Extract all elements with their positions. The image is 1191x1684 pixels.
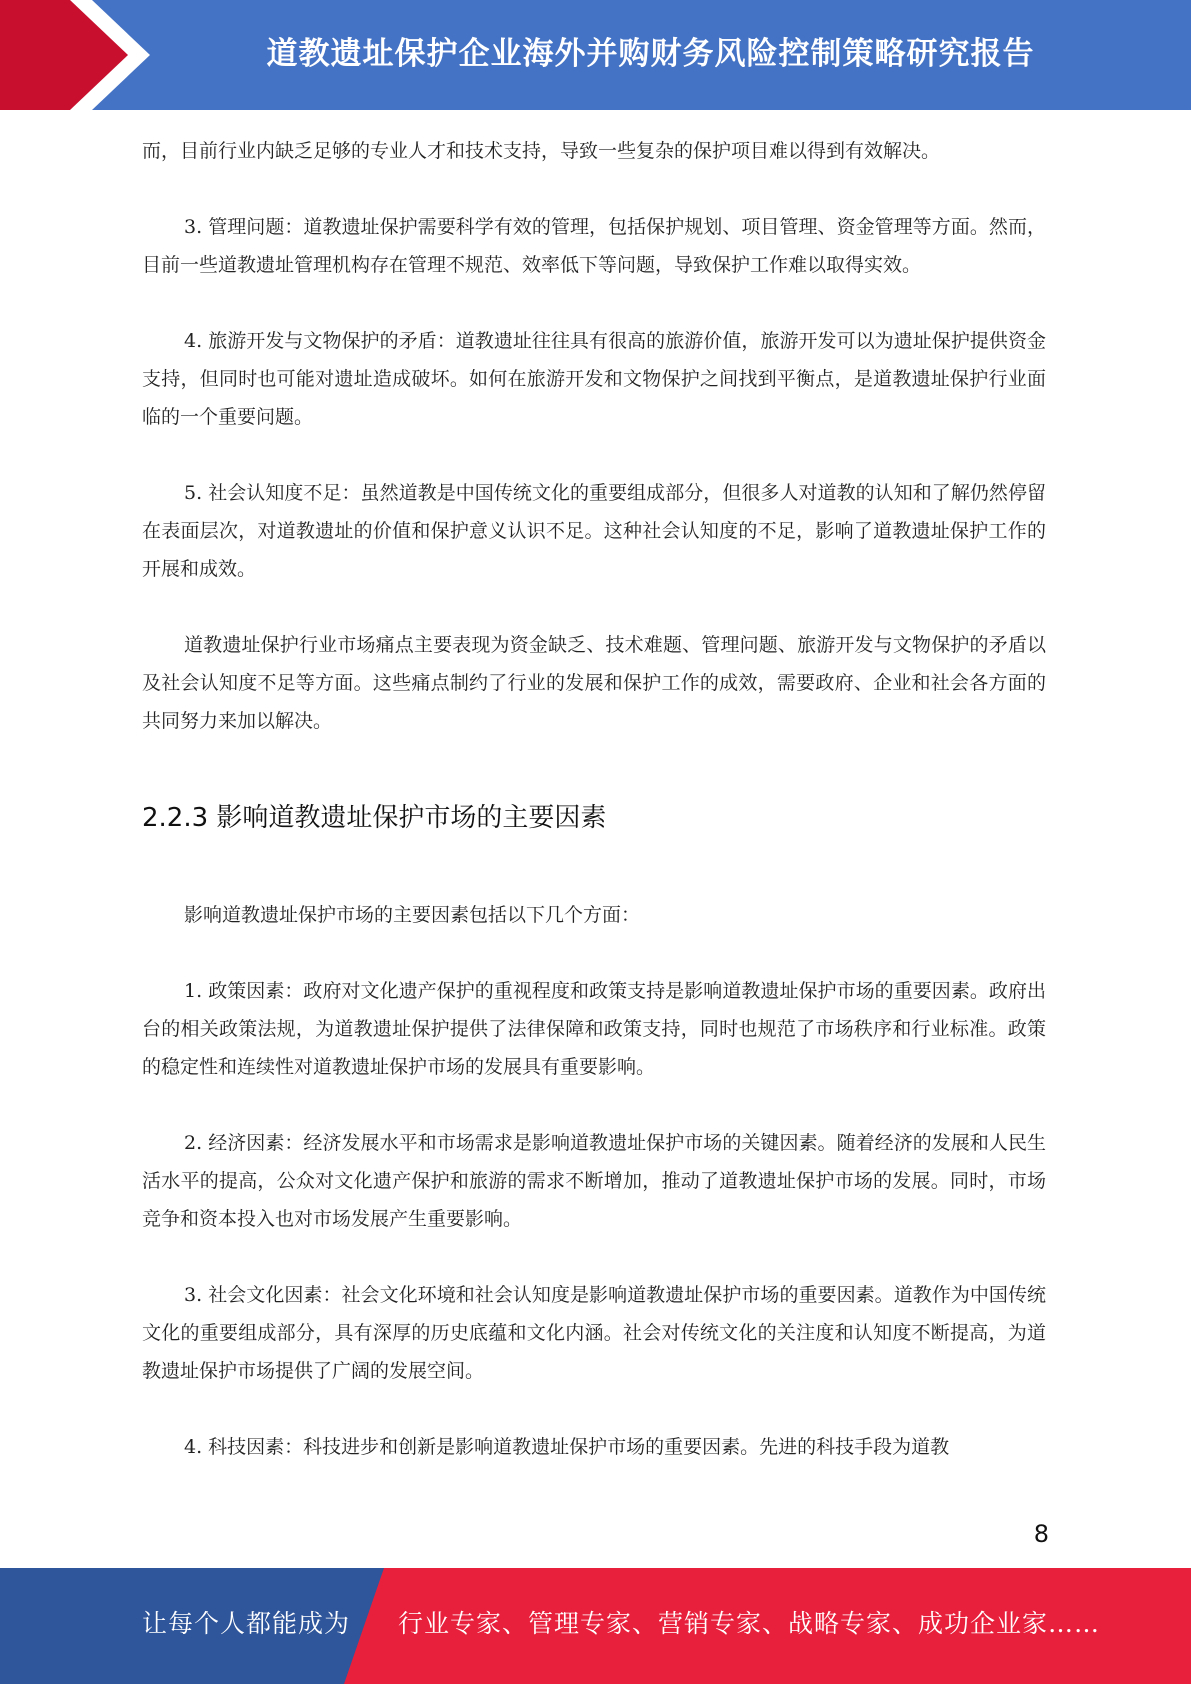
report-title: 道教遗址保护企业海外并购财务风险控制策略研究报告 bbox=[266, 36, 1035, 72]
footer-slogan-left: 让每个人都能成为 bbox=[142, 1609, 351, 1638]
paragraph-economic-factor: 2. 经济因素：经济发展水平和市场需求是影响道教遗址保护市场的关键因素。随着经济的发展和人民生活水平的提高，公众对文化遗产保护和旅游的需求不断增加，推动了道教遗址保护市场的发展。同时，市场竞争和资本投入也对市场发展产生重要影响。 bbox=[142, 1132, 1046, 1230]
page-content bbox=[142, 132, 1046, 1504]
page-number: 8 bbox=[1033, 1520, 1049, 1548]
paragraph-continued: 而，目前行业内缺乏足够的专业人才和技术支持，导致一些复杂的保护项目难以得到有效解决。 bbox=[142, 140, 941, 162]
paragraph-technology-factor: 4. 科技因素：科技进步和创新是影响道教遗址保护市场的重要因素。先进的科技手段为道教 bbox=[184, 1436, 950, 1458]
paragraph-sociocultural-factor: 3. 社会文化因素：社会文化环境和社会认知度是影响道教遗址保护市场的重要因素。道教作为中国传统文化的重要组成部分，具有深厚的历史底蕴和文化内涵。社会对传统文化的关注度和认知度不断提高，为道教遗址保护市场提供了广阔的发展空间。 bbox=[142, 1284, 1046, 1382]
page-header bbox=[0, 0, 1191, 110]
paragraph-factors-intro: 影响道教遗址保护市场的主要因素包括以下几个方面： bbox=[184, 904, 641, 926]
paragraph-tourism-conflict: 4. 旅游开发与文物保护的矛盾：道教遗址往往具有很高的旅游价值，旅游开发可以为遗址保护提供资金支持，但同时也可能对遗址造成破坏。如何在旅游开发和文物保护之间找到平衡点，是道教遗址保护行业面临的一个重要问题。 bbox=[142, 330, 1046, 428]
footer-slogan-right: 行业专家、管理专家、营销专家、战略专家、成功企业家…… bbox=[398, 1609, 1101, 1638]
paragraph-social-awareness: 5. 社会认知度不足：虽然道教是中国传统文化的重要组成部分，但很多人对道教的认知和了解仍然停留在表面层次，对道教遗址的价值和保护意义认识不足。这种社会认知度的不足，影响了道教遗址保护工作的开展和成效。 bbox=[142, 482, 1046, 580]
paragraph-policy-factor: 1. 政策因素：政府对文化遗产保护的重视程度和政策支持是影响道教遗址保护市场的重要因素。政府出台的相关政策法规，为道教遗址保护提供了法律保障和政策支持，同时也规范了市场秩序和行业标准。政策的稳定性和连续性对道教遗址保护市场的发展具有重要影响。 bbox=[142, 980, 1046, 1078]
page-footer bbox=[0, 1568, 1191, 1684]
section-heading: 2.2.3 影响道教遗址保护市场的主要因素 bbox=[142, 803, 607, 833]
paragraph-pain-points-summary: 道教遗址保护行业市场痛点主要表现为资金缺乏、技术难题、管理问题、旅游开发与文物保护的矛盾以及社会认知度不足等方面。这些痛点制约了行业的发展和保护工作的成效，需要政府、企业和社会各方面的共同努力来加以解决。 bbox=[142, 634, 1046, 732]
paragraph-management-issues: 3. 管理问题：道教遗址保护需要科学有效的管理，包括保护规划、项目管理、资金管理等方面。然而，目前一些道教遗址管理机构存在管理不规范、效率低下等问题，导致保护工作难以取得实效。 bbox=[142, 216, 1046, 276]
